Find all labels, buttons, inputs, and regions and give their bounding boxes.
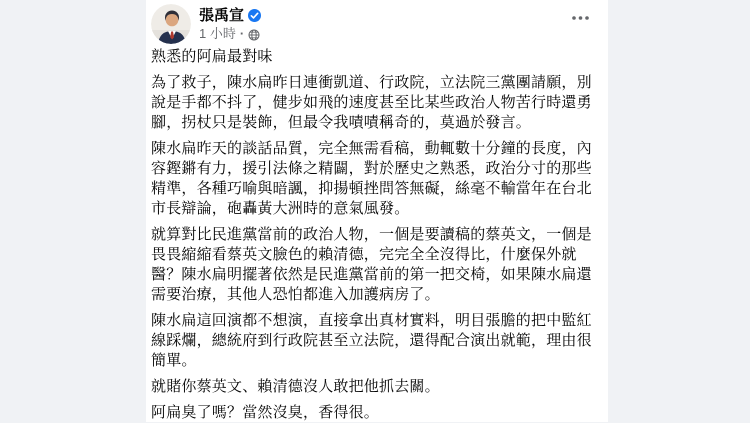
avatar-photo bbox=[151, 4, 191, 44]
privacy-globe-icon bbox=[248, 29, 260, 41]
author-block bbox=[199, 4, 261, 42]
author-name[interactable]: 張禹宣 bbox=[199, 7, 245, 24]
post-paragraph: 為了救子，陳水扁昨日連衝凱道、行政院，立法院三黨團請願，別說是手都不抖了，健步如飛的速度甚至比某些政治人物苦行時還勇腳，拐杖只是裝飾，但最令我嘖嘖稱奇的，莫過於發言。 bbox=[151, 74, 592, 131]
post-paragraph: 阿扁臭了嗎？當然沒臭，香得很。 bbox=[151, 404, 380, 421]
verified-badge-icon bbox=[248, 9, 261, 22]
post-paragraph: 陳水扁昨天的談話品質，完全無需看稿，動輒數十分鐘的長度，內容鏗鏘有力，援引法條之精闢，對於歷史之熟悉，政治分寸的那些精準，各種巧喻與暗諷，抑揚頓挫問答無礙，絲毫不輸當年在台北市長辯論，砲轟黃大洲時的意氣風發。 bbox=[151, 140, 592, 217]
post-header bbox=[146, 0, 608, 46]
post-card bbox=[146, 0, 608, 422]
post-paragraph: 就算對比民進黨當前的政治人物，一個是要讀稿的蔡英文，一個是畏畏縮縮看蔡英文臉色的賴清德，完完全全沒得比，什麼保外就醫？陳水扁明擺著依然是民進黨當前的第一把交椅，如果陳水扁還需要治療，其他人恐怕都進入加護病房了。 bbox=[151, 226, 592, 303]
post-paragraph: 就賭你蔡英文、賴清德沒人敢把他抓去關。 bbox=[151, 378, 440, 395]
timestamp[interactable]: 1 小時 bbox=[199, 26, 236, 41]
post-content bbox=[146, 46, 608, 423]
more-options-button[interactable] bbox=[566, 6, 594, 30]
post-meta bbox=[199, 26, 261, 42]
avatar[interactable] bbox=[151, 4, 191, 44]
meta-separator: · bbox=[239, 26, 245, 41]
ellipsis-icon bbox=[572, 16, 589, 20]
post-paragraph: 陳水扁這回演都不想演，直接拿出真材實料，明目張膽的把中監紅線踩爛，總統府到行政院甚至立法院，還得配合演出就範，理由很簡單。 bbox=[151, 312, 592, 369]
post-paragraph: 熟悉的阿扁最對味 bbox=[151, 48, 273, 65]
